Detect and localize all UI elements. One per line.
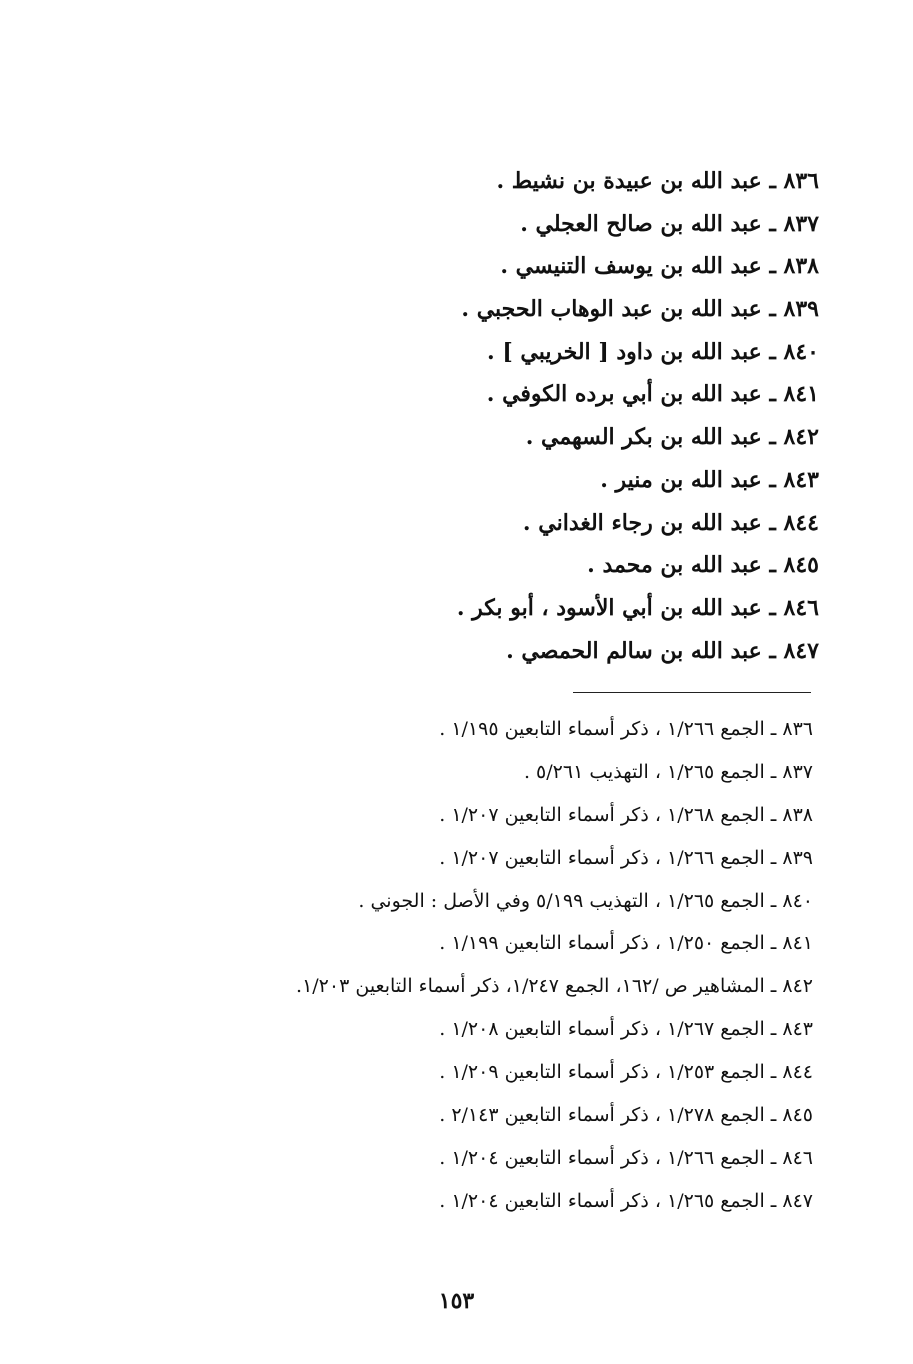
entry-847: ٨٤٧ ـ عبد الله بن سالم الحمصي .	[506, 637, 819, 664]
entry-840: ٨٤٠ ـ عبد الله بن داود [ الخريبي ] .	[487, 338, 819, 365]
entry-846: ٨٤٦ ـ عبد الله بن أبي الأسود ، أبو بكر .	[456, 594, 819, 621]
footnote-842: ٨٤٢ ـ المشاهير ص /١٦٢، الجمع ١/٢٤٧، ذكر أسماء التابعين ١/٢٠٣.	[296, 975, 813, 998]
entry-843: ٨٤٣ ـ عبد الله بن منير .	[600, 466, 819, 493]
footnote-843: ٨٤٣ ـ الجمع ١/٢٦٧ ، ذكر أسماء التابعين ١/٢٠٨ .	[439, 1018, 813, 1041]
entry-839: ٨٣٩ ـ عبد الله بن عبد الوهاب الحجبي .	[461, 296, 819, 323]
footnote-844: ٨٤٤ ـ الجمع ١/٢٥٣ ، ذكر أسماء التابعين ١/٢٠٩ .	[439, 1061, 813, 1084]
entry-845: ٨٤٥ ـ عبد الله بن محمد .	[587, 552, 819, 579]
footnote-838: ٨٣٨ ـ الجمع ١/٢٦٨ ، ذكر أسماء التابعين ١/٢٠٧ .	[439, 803, 813, 826]
entry-841: ٨٤١ ـ عبد الله بن أبي برده الكوفي .	[486, 381, 819, 408]
footnote-846: ٨٤٦ ـ الجمع ١/٢٦٦ ، ذكر أسماء التابعين ١/٢٠٤ .	[439, 1146, 813, 1169]
footnote-839: ٨٣٩ ـ الجمع ١/٢٦٦ ، ذكر أسماء التابعين ١/٢٠٧ .	[439, 846, 813, 869]
entry-836: ٨٣٦ ـ عبد الله بن عبيدة بن نشيط .	[496, 168, 819, 194]
footnote-837: ٨٣٧ ـ الجمع ١/٢٦٥ ، التهذيب ٥/٢٦١ .	[523, 760, 813, 783]
entry-844: ٨٤٤ ـ عبد الله بن رجاء الغداني .	[522, 509, 819, 536]
entry-842: ٨٤٢ ـ عبد الله بن بكر السهمي .	[525, 424, 819, 451]
footnote-847: ٨٤٧ ـ الجمع ١/٢٦٥ ، ذكر أسماء التابعين ١/٢٠٤ .	[439, 1189, 813, 1212]
entry-837: ٨٣٧ ـ عبد الله بن صالح العجلي .	[520, 210, 819, 237]
footnote-841: ٨٤١ ـ الجمع ١/٢٥٠ ، ذكر أسماء التابعين ١/١٩٩ .	[439, 932, 813, 955]
page-number: ١٥٣	[438, 1288, 475, 1314]
footnote-845: ٨٤٥ ـ الجمع ١/٢٧٨ ، ذكر أسماء التابعين ٢/١٤٣ .	[439, 1104, 813, 1127]
footnote-list	[93, 708, 813, 1223]
footnote-divider	[573, 692, 811, 693]
footnote-836: ٨٣٦ ـ الجمع ١/٢٦٦ ، ذكر أسماء التابعين ١/١٩٥ .	[439, 718, 813, 740]
entry-list	[199, 160, 819, 672]
entry-838: ٨٣٨ ـ عبد الله بن يوسف التنيسي .	[500, 253, 819, 280]
footnote-840: ٨٤٠ ـ الجمع ١/٢٦٥ ، التهذيب ٥/١٩٩ وفي الأصل : الجوني .	[358, 889, 813, 912]
